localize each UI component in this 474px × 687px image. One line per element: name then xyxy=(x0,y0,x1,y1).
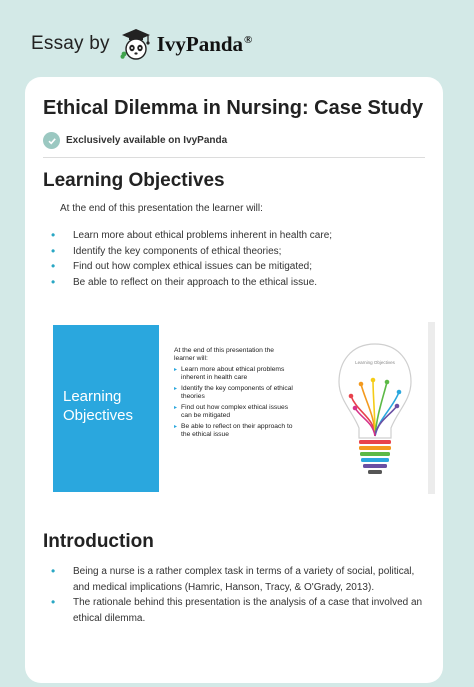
exclusive-text: Exclusively available on IvyPanda xyxy=(66,135,228,146)
list-item-continuation: ethical dilemma. xyxy=(73,612,146,624)
list-item: • Find out how complex ethical issues can be mitigated; xyxy=(51,259,313,273)
slide-list-item: ▸ Find out how complex ethical issues can be mitigated xyxy=(174,404,324,420)
introduction-list xyxy=(51,564,422,626)
brand-logo[interactable]: IvyPanda® xyxy=(156,31,253,56)
panda-mascot-icon xyxy=(119,27,153,61)
slide-body xyxy=(174,347,324,442)
bullet-dot-icon: • xyxy=(51,274,56,289)
slide-lead: At the end of this presentation the learner will: xyxy=(174,347,275,362)
bullet-dot-icon: • xyxy=(51,595,56,609)
svg-text:Learning Objectives: Learning Objectives xyxy=(355,360,395,365)
site-header xyxy=(31,27,252,61)
slide-title: Learning Objectives xyxy=(63,388,134,424)
slide-title-panel xyxy=(53,325,159,492)
list-item: • Be able to reflect on their approach to the ethical issue. xyxy=(51,274,318,289)
section-heading-learning-objectives: Learning Objectives xyxy=(43,170,225,191)
divider xyxy=(43,157,425,158)
list-item: • Being a nurse is a rather complex task in terms of a variety of social, political, xyxy=(51,564,415,578)
slide-image xyxy=(53,322,437,494)
slide-list-item: ▸ Learn more about ethical problems inherent in health care xyxy=(174,366,324,382)
bullet-dot-icon: • xyxy=(51,228,56,242)
list-item: • Identify the key components of ethical theories; xyxy=(51,243,282,258)
list-item: • The rationale behind this presentation is the analysis of a case that involved an xyxy=(51,595,423,609)
essay-by-label: Essay by xyxy=(31,33,110,54)
exclusive-badge xyxy=(43,132,227,149)
section-heading-introduction: Introduction xyxy=(43,531,154,552)
slide-list-item: ▸ Identify the key components of ethical theories xyxy=(174,385,324,401)
slide-list-item: ▸ Be able to reflect on their approach to the ethical issue xyxy=(174,423,324,439)
document-card xyxy=(25,77,443,683)
lightbulb-icon xyxy=(335,340,415,480)
check-circle-icon xyxy=(43,132,60,149)
bullet-dot-icon: • xyxy=(51,259,56,273)
page-title: Ethical Dilemma in Nursing: Case Study xyxy=(43,97,424,119)
list-item: • Learn more about ethical problems inherent in health care; xyxy=(51,228,333,242)
section-intro: At the end of this presentation the learner will: xyxy=(60,203,263,214)
slide-shadow xyxy=(428,322,435,494)
objectives-list xyxy=(51,228,332,290)
list-item-continuation: and medical implications (Hamric, Hanson, Tracy, & O'Grady, 2013). xyxy=(73,581,375,593)
bullet-dot-icon: • xyxy=(51,243,56,258)
bullet-dot-icon: • xyxy=(51,564,56,578)
